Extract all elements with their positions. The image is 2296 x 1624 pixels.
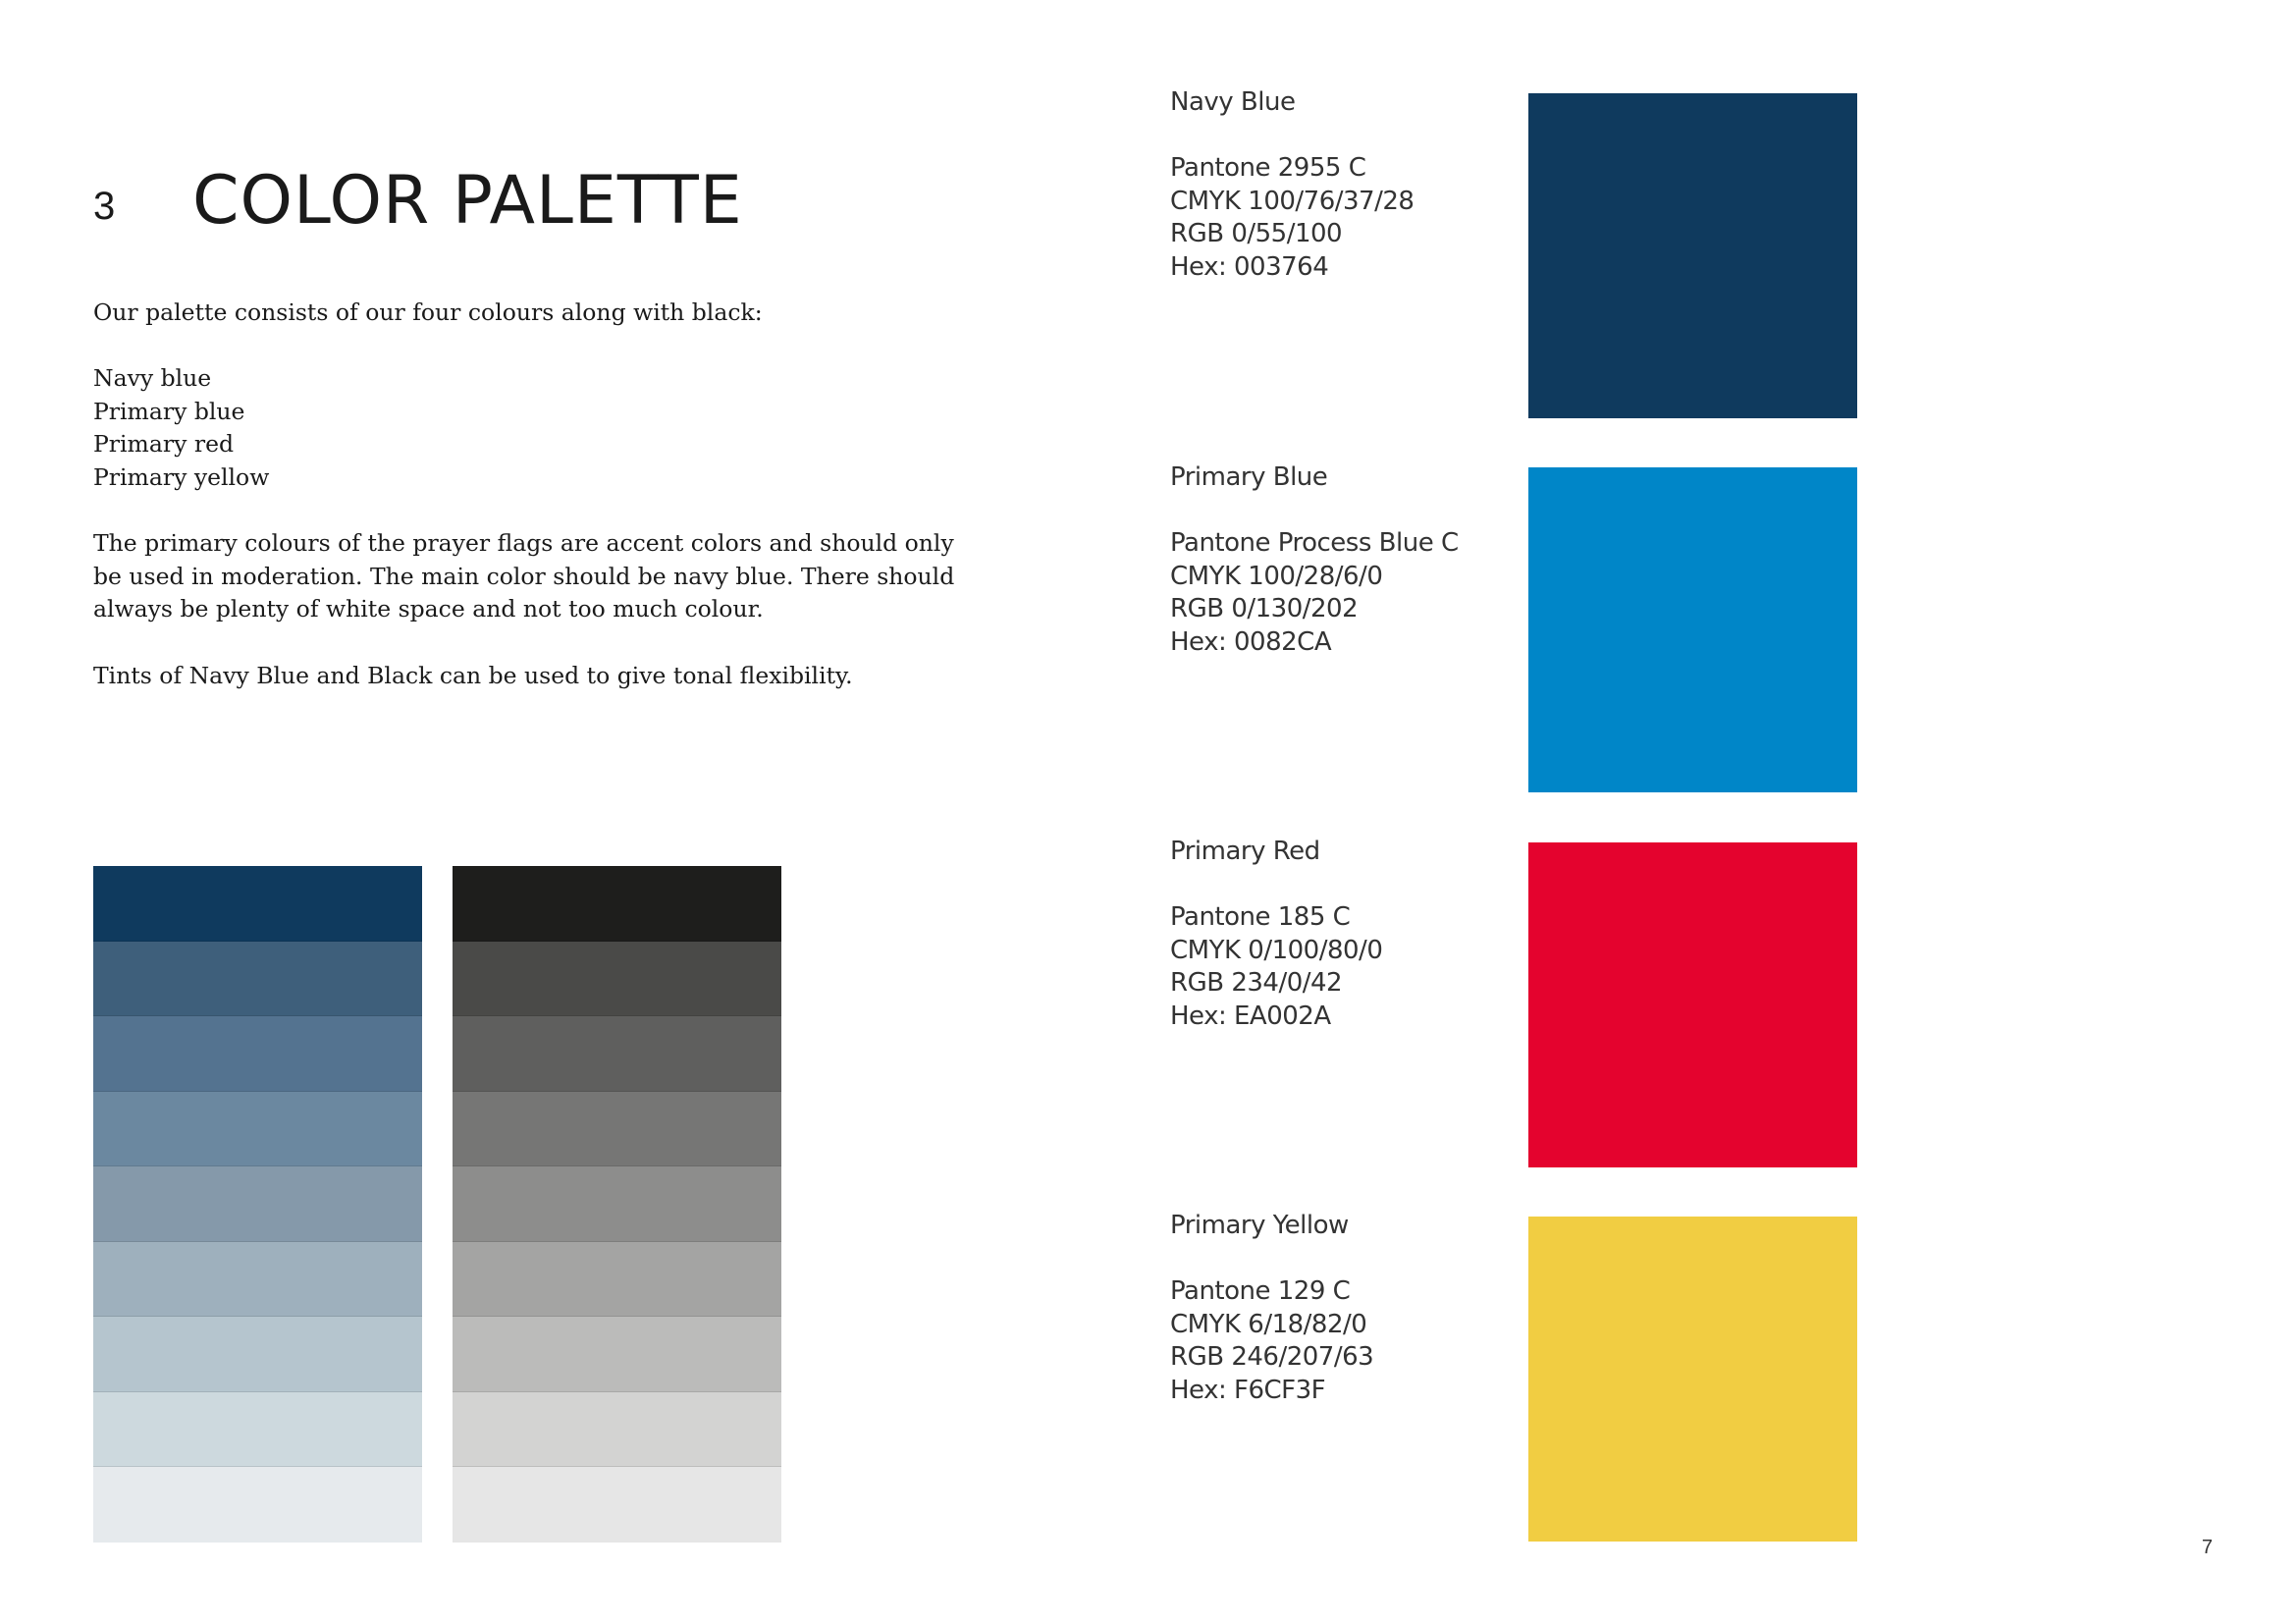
cmyk-value: CMYK 0/100/80/0 (1170, 935, 1383, 965)
color-name: Primary Red (1170, 837, 1320, 866)
swatch-primary-yellow (1528, 1217, 1857, 1542)
cmyk-value: CMYK 100/28/6/0 (1170, 561, 1383, 591)
swatch-primary-red (1528, 842, 1857, 1167)
list-item-primary-blue: Primary blue (93, 397, 245, 425)
swatch-navy-blue (1528, 93, 1857, 418)
pantone-value: Pantone Process Blue C (1170, 528, 1459, 559)
cmyk-value: CMYK 100/76/37/28 (1170, 186, 1415, 216)
black-tint-swatch (453, 866, 781, 942)
intro-lead: Our palette consists of our four colours along with black: (93, 298, 763, 326)
black-tint-scale (453, 866, 781, 1543)
navy-tint-swatch (93, 942, 422, 1017)
hex-value: Hex: EA002A (1170, 1001, 1331, 1031)
rgb-value: RGB 246/207/63 (1170, 1342, 1374, 1373)
intro-text (93, 297, 977, 726)
navy-tint-swatch (93, 1242, 422, 1318)
rgb-value: RGB 0/130/202 (1170, 594, 1359, 624)
hex-value: Hex: 0082CA (1170, 626, 1332, 657)
pantone-value: Pantone 129 C (1170, 1276, 1351, 1307)
color-name: Navy Blue (1170, 87, 1296, 117)
rgb-value: RGB 0/55/100 (1170, 219, 1343, 249)
list-item-primary-red: Primary red (93, 430, 235, 459)
hex-value: Hex: F6CF3F (1170, 1375, 1326, 1405)
navy-tint-swatch (93, 1317, 422, 1392)
rgb-value: RGB 234/0/42 (1170, 968, 1343, 999)
navy-tint-swatch (93, 1467, 422, 1543)
black-tint-swatch (453, 942, 781, 1017)
pantone-value: Pantone 2955 C (1170, 153, 1366, 184)
navy-tint-swatch (93, 1166, 422, 1242)
usage-paragraph: The primary colours of the prayer flags are accent colors and should only be used in moderation. The main color should be navy blue. There should always be plenty of white space and not too much colour. (93, 529, 955, 623)
swatch-primary-blue (1528, 467, 1857, 792)
color-spec-navy-blue (1170, 86, 1414, 285)
pantone-value: Pantone 185 C (1170, 902, 1351, 933)
colors-list (93, 362, 977, 494)
black-tint-swatch (453, 1092, 781, 1167)
color-name: Primary Yellow (1170, 1211, 1349, 1240)
page-number: 7 (2202, 1537, 2214, 1558)
black-tint-swatch (453, 1242, 781, 1318)
navy-tint-swatch (93, 1392, 422, 1468)
color-spec-primary-blue (1170, 461, 1459, 660)
list-item-navy-blue: Navy blue (93, 364, 212, 393)
color-name: Primary Blue (1170, 462, 1328, 492)
black-tint-swatch (453, 1166, 781, 1242)
cmyk-value: CMYK 6/18/82/0 (1170, 1309, 1367, 1339)
navy-tint-swatch (93, 1016, 422, 1092)
page-title: COLOR PALETTE (192, 162, 743, 240)
black-tint-swatch (453, 1317, 781, 1392)
navy-tint-swatch (93, 1092, 422, 1167)
navy-tint-scale (93, 866, 422, 1543)
black-tint-swatch (453, 1392, 781, 1468)
navy-tint-swatch (93, 866, 422, 942)
list-item-primary-yellow: Primary yellow (93, 462, 270, 491)
section-number: 3 (93, 185, 116, 228)
color-spec-primary-yellow (1170, 1210, 1373, 1408)
black-tint-swatch (453, 1016, 781, 1092)
hex-value: Hex: 003764 (1170, 251, 1329, 282)
color-spec-primary-red (1170, 836, 1382, 1034)
tints-paragraph: Tints of Navy Blue and Black can be used to give tonal flexibility. (93, 661, 853, 689)
black-tint-swatch (453, 1467, 781, 1543)
